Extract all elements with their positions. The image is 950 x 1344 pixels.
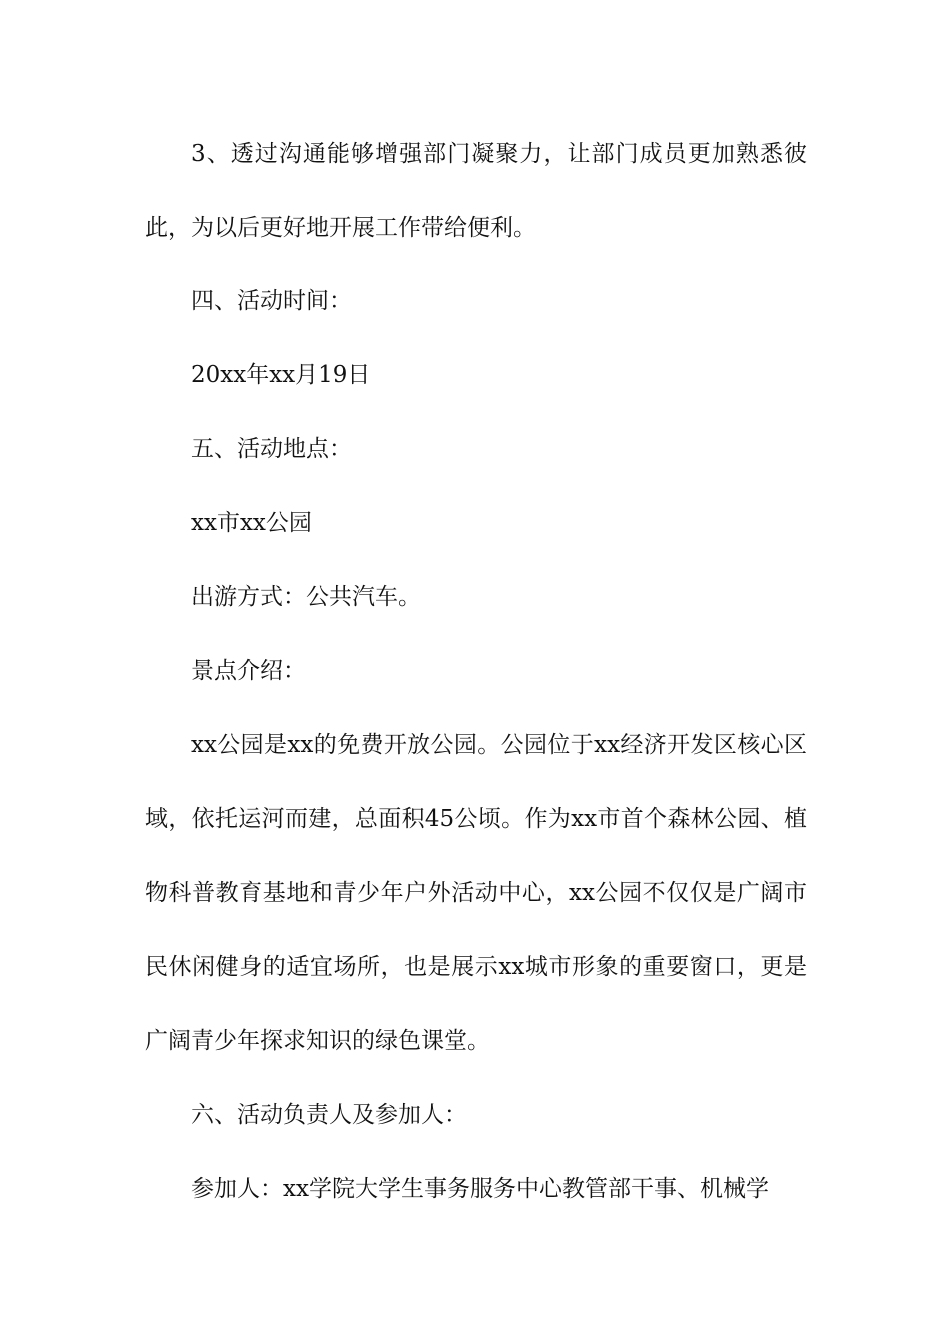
paragraph-benefit-3: 3、透过沟通能够增强部门凝聚力，让部门成员更加熟悉彼此，为以后更好地开展工作带给便利。 [145,141,807,241]
travel-mode: 出游方式：公共汽车。 [191,584,421,610]
activity-location: xx市xx公园 [191,510,312,536]
heading-activity-location: 五、活动地点： [191,436,352,462]
heading-responsible-participants: 六、活动负责人及参加人： [191,1102,467,1128]
paragraph-participants: 参加人：xx学院大学生事务服务中心教管部干事、机械学 [191,1176,769,1202]
heading-activity-time: 四、活动时间： [191,288,352,314]
activity-date: 20xx年xx月19日 [191,362,371,388]
heading-scenic-intro: 景点介绍： [191,658,306,684]
paragraph-park-description: xx公园是xx的免费开放公园。公园位于xx经济开发区核心区域，依托运河而建，总面积45公顷。作为xx市首个森林公园、植物科普教育基地和青少年户外活动中心，xx公园不仅仅是广阔市民休闲健身的适宜场所，也是展示xx城市形象的重要窗口，更是广阔青少年探求知识的绿色课堂。 [145,732,807,1054]
